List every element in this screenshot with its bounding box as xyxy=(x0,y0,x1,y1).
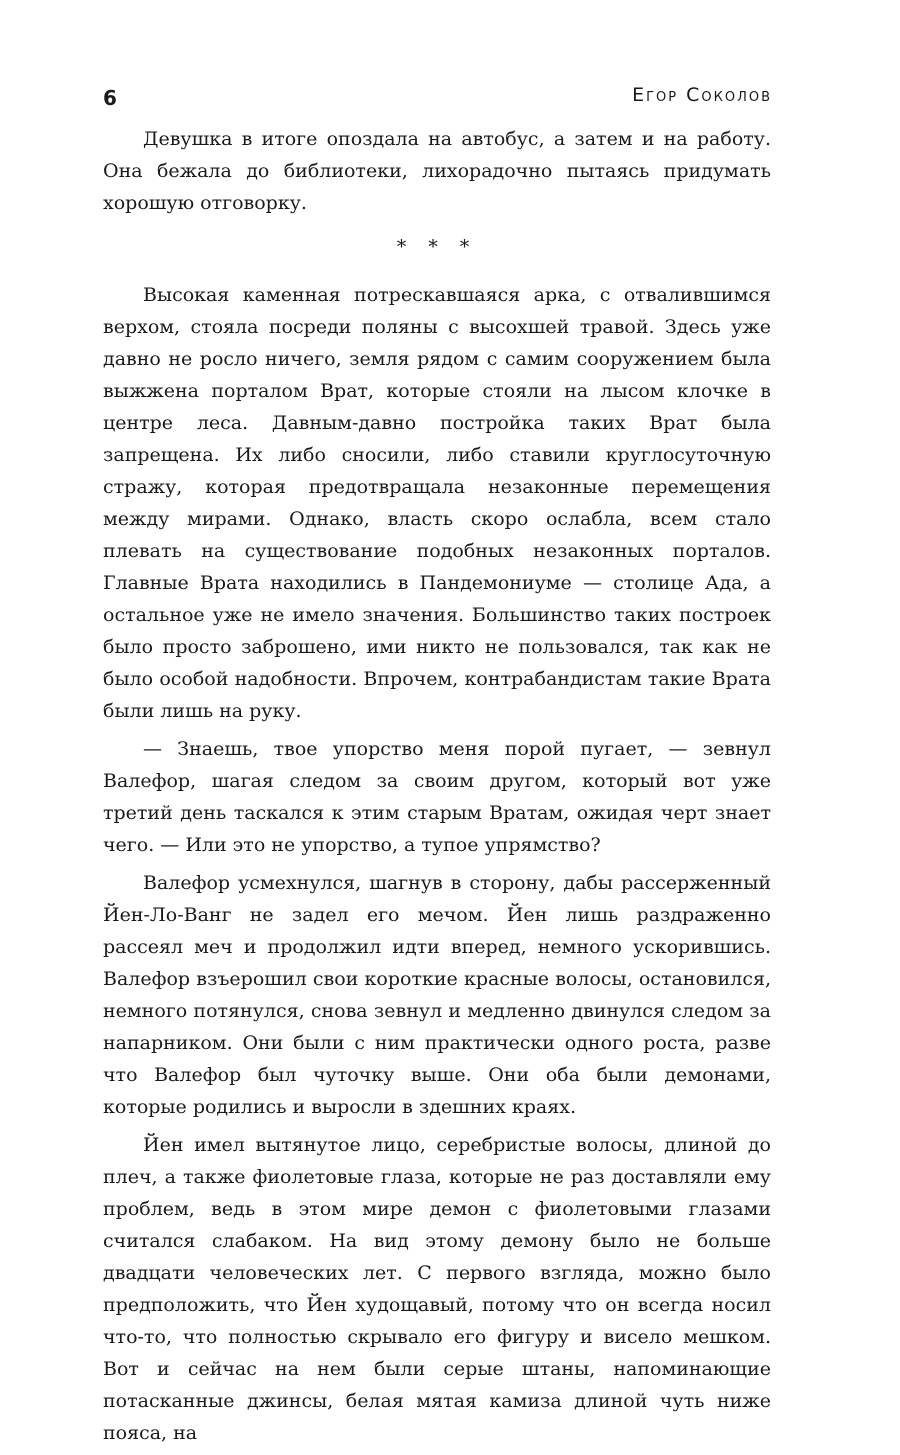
paragraph: Йен имел вытянутое лицо, серебристые волосы, длиной до плеч, а также фиолетовые глаза, которые не раз доставляли ему проблем, ведь в этом мире демон с фиолетовыми глазами считался слабаком. На вид этому демону было не больше двадцати человеческих лет. С первого взгляда, можно было предположить, что Йен худощавый, потому что он всегда носил что-то, что полностью скрывало его фигуру и висело мешком. Вот и сейчас на нем были серые штаны, напоминающие потасканные джинсы, белая мятая камиза длиной чуть ниже пояса, на xyxy=(103,1134,771,1444)
paragraph: Валефор усмехнулся, шагнув в сторону, дабы рассерженный Йен-Ло-Ванг не задел его мечом. Йен лишь раздраженно рассеял меч и продолжил идти вперед, немного ускорившись. Валефор взъерошил свои короткие красные волосы, остановился, немного потянулся, снова зевнул и медленно двинулся следом за напарником. Они были с ним практически одного роста, разве что Валефор был чуточку выше. Они оба были демонами, которые родились и выросли в здешних краях. xyxy=(103,872,771,1118)
body-text xyxy=(103,123,771,1455)
page-number: 6 xyxy=(103,86,117,110)
paragraph: — Знаешь, твое упорство меня порой пугает, — зевнул Валефор, шагая следом за своим другом, который вот уже третий день таскался к этим старым Вратам, ожидая черт знает чего. — Или это не упорство, а тупое упрямство? xyxy=(103,738,771,856)
scene-separator: * * * xyxy=(396,236,478,258)
paragraph: Высокая каменная потрескавшаяся арка, с отвалившимся верхом, стояла посреди поляны с высохшей травой. Здесь уже давно не росло ничего, земля рядом с самим сооружением была выжжена порталом Врат, которые стояли на лысом клочке в центре леса. Давным-давно постройка таких Врат была запрещена. Их либо сносили, либо ставили круглосуточную стражу, которая предотвращала незаконные перемещения между мирами. Однако, власть скоро ослабла, всем стало плевать на существование подобных незаконных порталов. Главные Врата находились в Пандемониуме — столице Ада, а остальное уже не имело значения. Большинство таких построек было просто заброшено, ими никто не пользовался, так как не было особой надобности. Впрочем, контрабандистам такие Врата были лишь на руку. xyxy=(103,284,771,722)
paragraph: Девушка в итоге опоздала на автобус, а затем и на работу. Она бежала до библиотеки, лихорадочно пытаясь придумать хорошую отговорку. xyxy=(103,128,771,214)
running-head-author: Егор Соколов xyxy=(632,84,772,106)
